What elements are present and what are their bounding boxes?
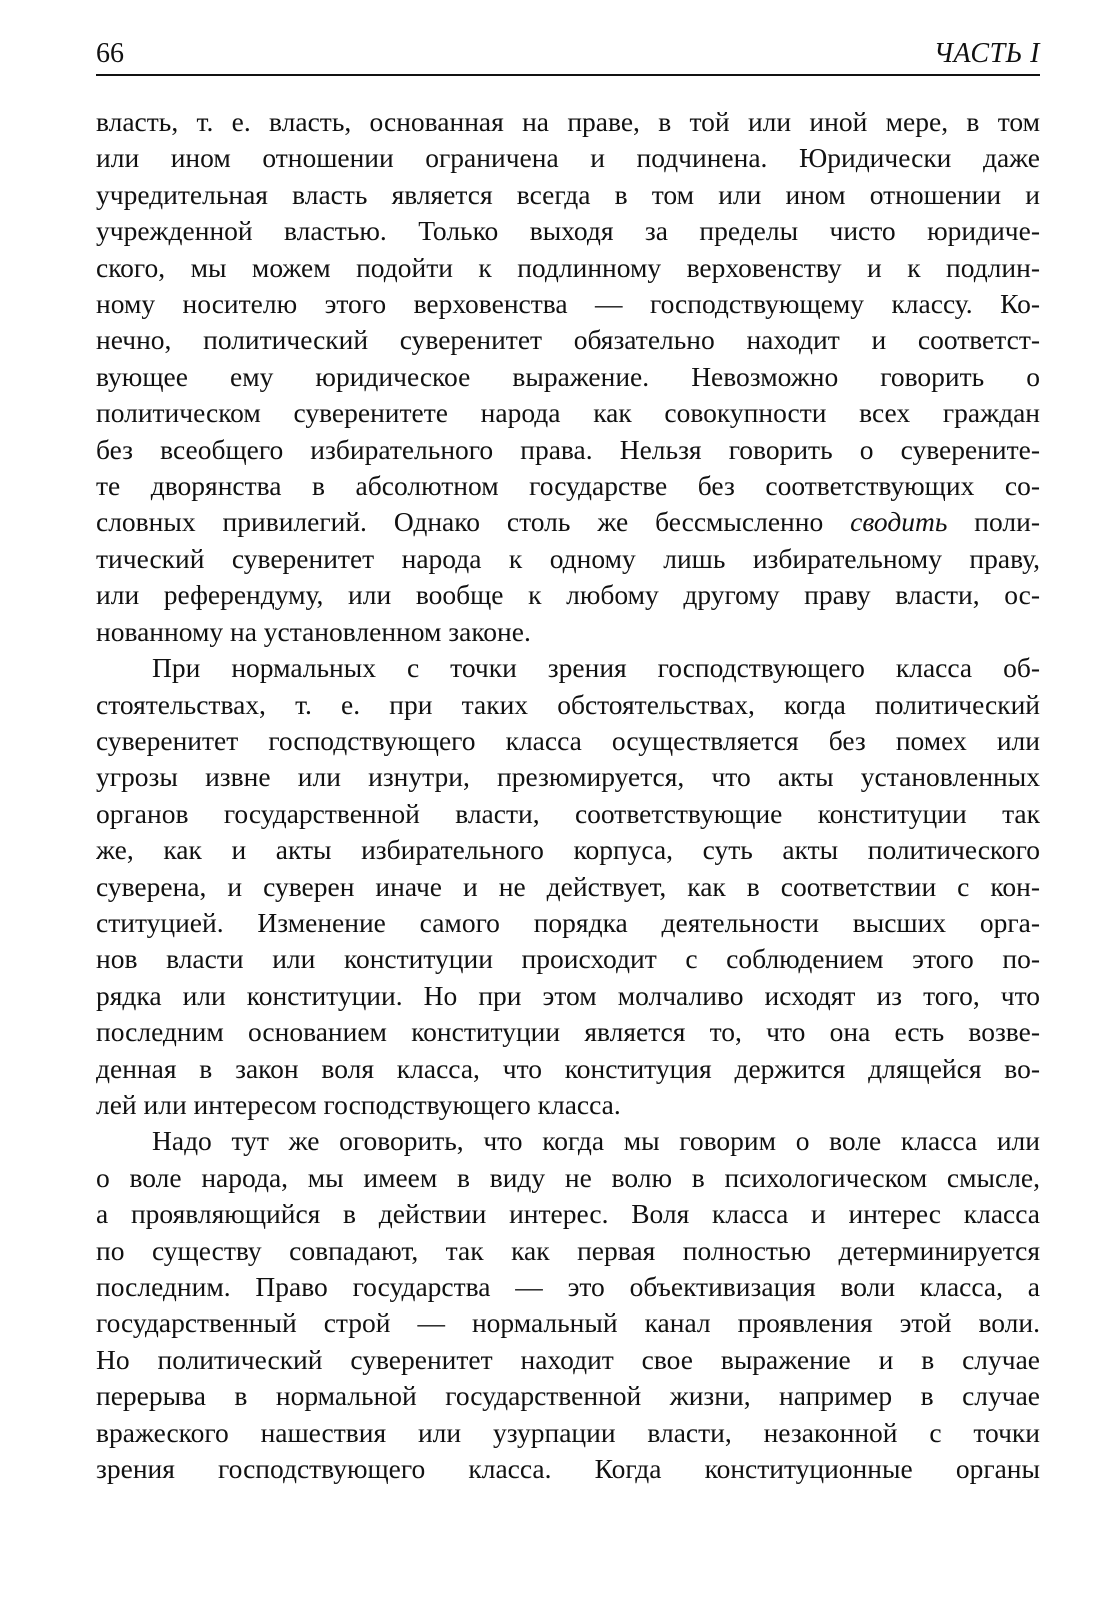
text-line: рядка или конституции. Но при этом молчаливо исходят из того, что: [96, 979, 1040, 1011]
text-line: тический суверенитет народа к одному лишь избирательному праву,: [96, 542, 1040, 574]
text-line: суверенитет господствующего класса осуществляется без помех или: [96, 724, 1040, 756]
text-line: учрежденной властью. Только выходя за пределы чисто юридиче-: [96, 215, 1040, 247]
text-line: нечно, политический суверенитет обязательно находит и соответст-: [96, 324, 1040, 356]
text-line: зрения господствующего класса. Когда конституционные органы: [96, 1453, 1040, 1485]
text-line: Но политический суверенитет находит свое выражение и в случае: [96, 1343, 1040, 1375]
text-line: органов государственной власти, соответствующие конституции так: [96, 797, 1040, 829]
text-line: или референдуму, или вообще к любому другому праву власти, ос-: [96, 579, 1040, 611]
text-line: по существу совпадают, так как первая полностью детерминируется: [96, 1234, 1040, 1266]
text-line: о воле народа, мы имеем в виду не волю в психологическом смысле,: [96, 1161, 1040, 1193]
text-line: вующее ему юридическое выражение. Невозможно говорить о: [96, 360, 1040, 392]
text-line: последним основанием конституции является то, что она есть возве-: [96, 1016, 1040, 1048]
text-line: или ином отношении ограничена и подчинена. Юридически даже: [96, 142, 1040, 174]
text-line: а проявляющийся в действии интерес. Воля класса и интерес класса: [96, 1198, 1040, 1230]
paragraph-3: [96, 1123, 1040, 1487]
text-line: нованному на установленном законе.: [96, 615, 531, 647]
text-line: государственный строй — нормальный канал проявления этой воли.: [96, 1307, 1040, 1339]
text-line: политическом суверенитете народа как совокупности всех граждан: [96, 397, 1040, 429]
emphasized-word: сводить: [850, 506, 948, 538]
text-line: власть, т. е. власть, основанная на праве, в той или иной мере, в том: [96, 106, 1040, 137]
page-number: 66: [96, 38, 124, 69]
text-line: При нормальных с точки зрения господствующего класса об-: [152, 652, 1040, 684]
text-line: те дворянства в абсолютном государстве без соответствующих со-: [96, 470, 1040, 502]
text-line: ского, мы можем подойти к подлинному верховенству и к подлин-: [96, 251, 1040, 283]
paragraph-2: [96, 650, 1040, 1123]
text-line: же, как и акты избирательного корпуса, суть акты политического: [96, 834, 1040, 866]
text-line: Надо тут же оговорить, что когда мы говорим о воле класса или: [152, 1125, 1040, 1157]
text-line: учредительная власть является всегда в том или ином отношении и: [96, 178, 1040, 210]
text-fragment: поли-: [947, 506, 1040, 538]
text-line: перерыва в нормальной государственной жизни, например в случае: [96, 1380, 1040, 1412]
text-line: без всеобщего избирательного права. Нельзя говорить о суверените-: [96, 433, 1040, 465]
text-line: ституцией. Изменение самого порядка деятельности высших орга-: [96, 906, 1040, 938]
book-page: [96, 36, 1040, 1487]
text-line: угрозы извне или изнутри, презюмируется, что акты установленных: [96, 761, 1040, 793]
paragraph-1: [96, 104, 1040, 650]
text-line: суверена, и суверен иначе и не действует, как в соответствии с кон-: [96, 870, 1040, 902]
text-line-with-emphasis: [96, 504, 1040, 540]
body-text: [96, 104, 1040, 1487]
text-line: последним. Право государства — это объективизация воли класса, а: [96, 1271, 1040, 1302]
text-line: нов власти или конституции происходит с соблюдением этого по-: [96, 943, 1040, 975]
text-line: денная в закон воля класса, что конституция держится длящейся во-: [96, 1052, 1040, 1084]
text-line: ному носителю этого верховенства — господствующему классу. Ко-: [96, 288, 1040, 320]
page-header: [96, 36, 1040, 76]
text-line: вражеского нашествия или узурпации власти, незаконной с точки: [96, 1416, 1040, 1448]
text-line: лей или интересом господствующего класса.: [96, 1088, 621, 1120]
text-fragment: словных привилегий. Однако столь же бессмысленно: [96, 506, 851, 538]
text-line: стоятельствах, т. е. при таких обстоятельствах, когда политический: [96, 688, 1040, 720]
running-head: ЧАСТЬ I: [933, 38, 1040, 69]
